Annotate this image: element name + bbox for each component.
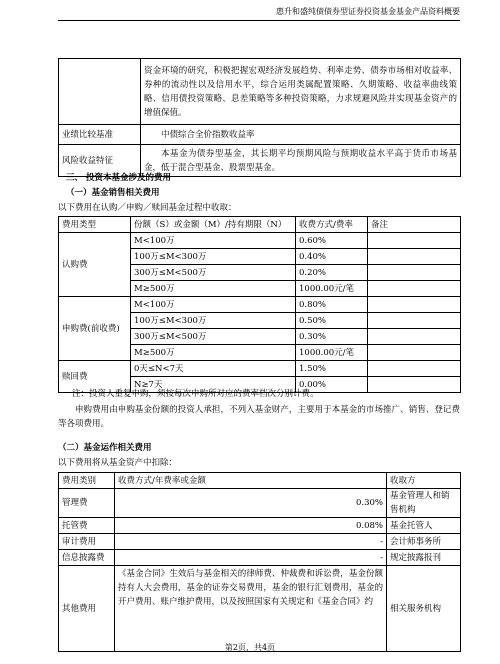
remark-cell	[368, 265, 461, 281]
payee-cell: 基金管理人和销售机构	[387, 489, 461, 518]
rate-cell: 0.40%	[296, 249, 368, 265]
header-rule	[58, 20, 460, 21]
risk-label: 风险收益特征	[59, 145, 141, 177]
header-fee-category: 费用类别	[59, 473, 115, 489]
risk-value: 本基金为债券型基金，其长期平均预期风险与预期收益水平高于货币市场基金，低于混合型基金、股票型基金。	[141, 145, 461, 177]
fee-type-cell: 申购费(前收费)	[59, 297, 131, 361]
table-row	[59, 550, 461, 566]
remark-cell	[368, 313, 461, 329]
sales-intro: 以下费用在认购／申购／赎回基金过程中收取：	[58, 203, 237, 213]
note-purchase-fee: 申购费用由申购基金份额的投资人承担，不列入基金财产，主要用于本基金的市场推广、销售、登记费等各项费用。	[58, 405, 460, 429]
table-row	[59, 233, 461, 249]
sales-fee-table	[58, 216, 461, 393]
rate-cell: 0.08%	[115, 518, 387, 534]
fee-category-cell: 审计费用	[59, 534, 115, 550]
payee-cell: 相关服务机构	[387, 566, 461, 652]
condition-cell: N≥7天	[131, 377, 296, 393]
rate-cell: 0.50%	[296, 313, 368, 329]
page-header: 惠升和盛纯债债券型证券投资基金基金产品资料概要	[276, 7, 460, 16]
note-repeat-purchase: 注：投资人重复申购，须按每次申购所对应的费率档次分别计费。	[72, 389, 319, 399]
header-condition: 份额（S）或金额（M）/持有期限（N）	[131, 217, 296, 233]
rate-cell: 0.60%	[296, 233, 368, 249]
condition-cell: 300万≤M<500万	[131, 329, 296, 345]
benchmark-value: 中债综合全价指数收益率	[141, 125, 461, 145]
payee-cell: 基金托管人	[387, 518, 461, 534]
fee-type-cell: 认购费	[59, 233, 131, 297]
strategy-label	[59, 59, 141, 125]
rate-cell: 0.00%	[296, 377, 368, 393]
remark-cell	[368, 345, 461, 361]
subsection-operation-title: （二）基金运作相关费用	[58, 443, 152, 453]
benchmark-label: 业绩比较基准	[59, 125, 141, 145]
remark-cell	[368, 329, 461, 345]
fund-info-table	[58, 58, 461, 177]
rate-cell: 1000.00元/笔	[296, 345, 368, 361]
header-rate-amount: 收费方式/年费率或金额	[115, 473, 387, 489]
remark-cell	[368, 361, 461, 377]
other-fees-text: 《基金合同》生效后与基金相关的律师费、仲裁费和诉讼费，基金份额持有人大会费用，基金的证券交易费用，基金的银行汇划费用，基金的开户费用、账户维护费用，以及按照国家有关规定和《基金合同》约	[115, 566, 387, 652]
payee-cell: 会计师事务所	[387, 534, 461, 550]
operation-intro: 以下费用将从基金资产中扣除：	[58, 458, 178, 468]
rate-cell: -	[115, 550, 387, 566]
table-row	[59, 518, 461, 534]
table-row	[59, 566, 461, 652]
condition-cell: M≥500万	[131, 345, 296, 361]
header-payee: 收取方	[387, 473, 461, 489]
strategy-row	[59, 59, 461, 125]
table-row	[59, 361, 461, 377]
fee-type-cell: 赎回费	[59, 361, 131, 393]
condition-cell: 100万≤M<300万	[131, 313, 296, 329]
benchmark-row	[59, 125, 461, 145]
header-rate: 收费方式/费率	[296, 217, 368, 233]
remark-cell	[368, 249, 461, 265]
section-title: 三、 投资本基金涉及的费用	[66, 173, 171, 183]
sales-header-row	[59, 217, 461, 233]
rate-cell: 0.30%	[115, 489, 387, 518]
rate-cell: -	[115, 534, 387, 550]
rate-cell: 1.50%	[296, 361, 368, 377]
rate-cell: 1000.00元/笔	[296, 281, 368, 297]
remark-cell	[368, 377, 461, 393]
remark-cell	[368, 233, 461, 249]
condition-cell: 100万≤M<300万	[131, 249, 296, 265]
rate-cell: 0.20%	[296, 265, 368, 281]
payee-cell: 规定披露报刊	[387, 550, 461, 566]
table-row	[59, 297, 461, 313]
remark-cell	[368, 281, 461, 297]
fee-category-cell: 其他费用	[59, 566, 115, 652]
condition-cell: M≥500万	[131, 281, 296, 297]
rate-cell: 0.30%	[296, 329, 368, 345]
fee-category-cell: 管理费	[59, 489, 115, 518]
rate-cell: 0.80%	[296, 297, 368, 313]
remark-cell	[368, 297, 461, 313]
table-row	[59, 489, 461, 518]
fee-category-cell: 信息披露费	[59, 550, 115, 566]
condition-cell: 0天≤N<7天	[131, 361, 296, 377]
condition-cell: M<100万	[131, 233, 296, 249]
page-number: 第2页，共4页	[224, 643, 276, 652]
fee-category-cell: 托管费	[59, 518, 115, 534]
operation-header-row	[59, 473, 461, 489]
header-remark: 备注	[368, 217, 461, 233]
condition-cell: 300万≤M<500万	[131, 265, 296, 281]
strategy-text: 资金环境的研究，积极把握宏观经济发展趋势、利率走势、债券市场相对收益率、券种的流动性以及信用水平，综合运用类属配置策略、久期策略、收益率曲线策略、信用债投资策略、息差策略等多种投资策略，力求规避风险并实现基金资产的增值保值。	[141, 59, 461, 125]
header-fee-type: 费用类型	[59, 217, 131, 233]
table-row	[59, 534, 461, 550]
operation-fee-table	[58, 472, 461, 652]
subsection-sales-title: （一）基金销售相关费用	[66, 188, 160, 198]
condition-cell: M<100万	[131, 297, 296, 313]
